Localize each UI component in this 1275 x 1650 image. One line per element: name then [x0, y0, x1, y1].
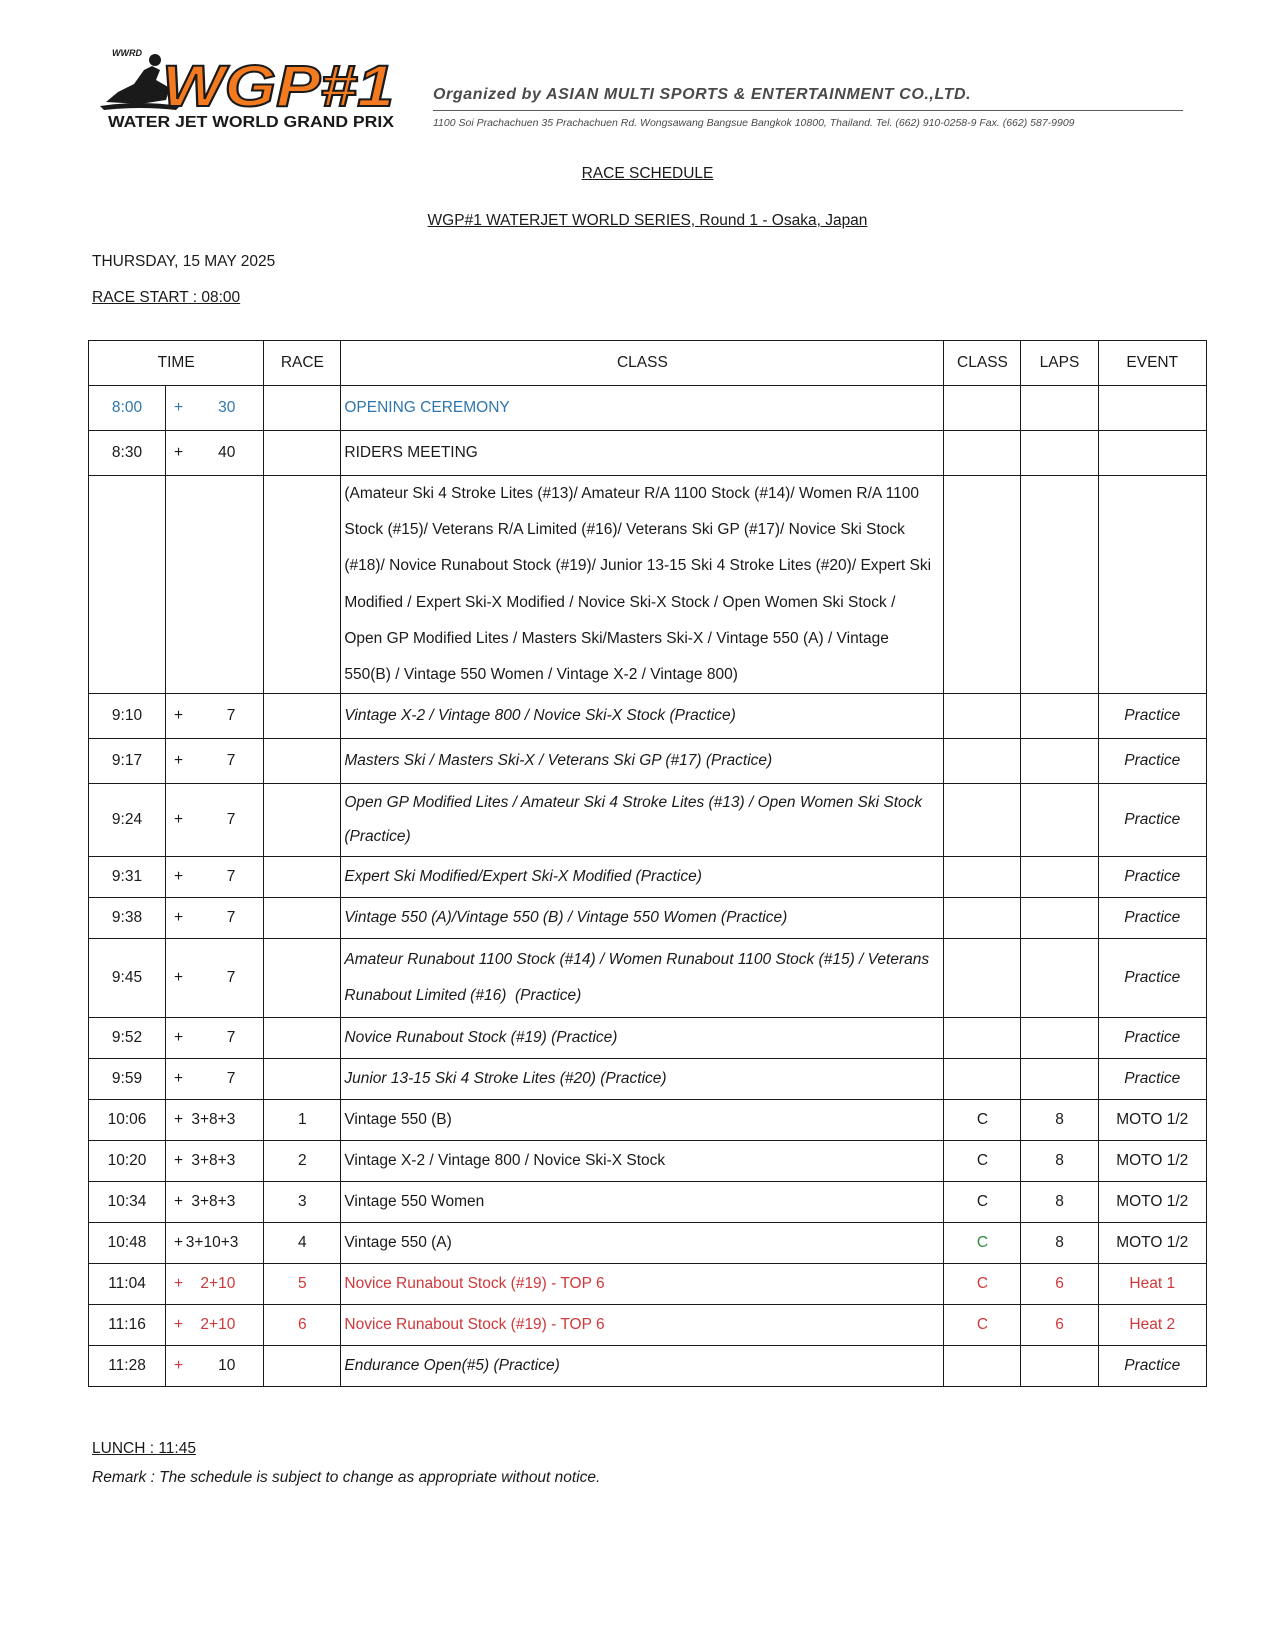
class-code — [944, 898, 1021, 939]
duration: 2+10 — [186, 1305, 264, 1346]
document-title: RACE SCHEDULE — [581, 165, 714, 182]
duration: 7 — [186, 694, 264, 739]
event — [1098, 431, 1206, 476]
plus-sign: + — [166, 431, 186, 476]
class-name: Vintage X-2 / Vintage 800 / Novice Ski-X Stock (Practice) — [341, 694, 944, 739]
plus-sign: + — [166, 1264, 186, 1305]
event: Practice — [1098, 1346, 1206, 1387]
class-name: Expert Ski Modified/Expert Ski-X Modified (Practice) — [341, 857, 944, 898]
start-time: 9:24 — [89, 784, 166, 857]
event — [1098, 476, 1206, 694]
header-race: RACE — [264, 341, 341, 386]
plus-sign — [166, 476, 186, 694]
class-code — [944, 1018, 1021, 1059]
race-number — [264, 1059, 341, 1100]
header-time: TIME — [89, 341, 264, 386]
class-name: Vintage 550 (A)/Vintage 550 (B) / Vintage 550 Women (Practice) — [341, 898, 944, 939]
header-event: EVENT — [1098, 341, 1206, 386]
table-row — [89, 386, 1207, 431]
plus-sign: + — [166, 1059, 186, 1100]
class-name: Masters Ski / Masters Ski-X / Veterans Ski GP (#17) (Practice) — [341, 739, 944, 784]
race-number: 1 — [264, 1100, 341, 1141]
laps — [1021, 431, 1098, 476]
start-time: 11:16 — [89, 1305, 166, 1346]
class-name: Vintage 550 (B) — [341, 1100, 944, 1141]
start-time: 11:28 — [89, 1346, 166, 1387]
duration: 3+8+3 — [186, 1141, 264, 1182]
plus-sign: + — [166, 939, 186, 1018]
table-row — [89, 898, 1207, 939]
plus-sign: + — [166, 1305, 186, 1346]
race-number — [264, 857, 341, 898]
class-code — [944, 1346, 1021, 1387]
class-code — [944, 784, 1021, 857]
table-row — [89, 1223, 1207, 1264]
class-name: Novice Runabout Stock (#19) (Practice) — [341, 1018, 944, 1059]
document-subtitle: WGP#1 WATERJET WORLD SERIES, Round 1 - Osaka, Japan — [427, 212, 868, 229]
plus-sign: + — [166, 898, 186, 939]
race-number — [264, 476, 341, 694]
plus-sign: + — [166, 1223, 186, 1264]
laps: 8 — [1021, 1141, 1098, 1182]
class-name: Vintage 550 Women — [341, 1182, 944, 1223]
race-day: THURSDAY, 15 MAY 2025 — [92, 253, 276, 270]
duration — [186, 476, 264, 694]
race-number: 4 — [264, 1223, 341, 1264]
event: Practice — [1098, 1018, 1206, 1059]
duration: 7 — [186, 898, 264, 939]
start-time: 9:17 — [89, 739, 166, 784]
plus-sign: + — [166, 784, 186, 857]
laps — [1021, 386, 1098, 431]
svg-text:WATER JET WORLD GRAND PRIX: WATER JET WORLD GRAND PRIX — [108, 114, 395, 131]
event — [1098, 386, 1206, 431]
svg-text:WWRD: WWRD — [112, 48, 142, 58]
table-row — [89, 939, 1207, 1018]
start-time: 9:10 — [89, 694, 166, 739]
event: Practice — [1098, 857, 1206, 898]
class-name: Open GP Modified Lites / Amateur Ski 4 Stroke Lites (#13) / Open Women Ski Stock (Practice) — [341, 784, 944, 857]
race-number — [264, 1346, 341, 1387]
class-name: Novice Runabout Stock (#19) - TOP 6 — [341, 1305, 944, 1346]
table-row — [89, 476, 1207, 694]
laps — [1021, 857, 1098, 898]
duration: 7 — [186, 784, 264, 857]
table-row — [89, 1059, 1207, 1100]
laps: 8 — [1021, 1223, 1098, 1264]
race-number: 6 — [264, 1305, 341, 1346]
duration: 3+8+3 — [186, 1182, 264, 1223]
event: Practice — [1098, 939, 1206, 1018]
event: Practice — [1098, 784, 1206, 857]
table-row — [89, 1305, 1207, 1346]
table-row — [89, 784, 1207, 857]
duration: 7 — [186, 1059, 264, 1100]
event: MOTO 1/2 — [1098, 1223, 1206, 1264]
race-number: 3 — [264, 1182, 341, 1223]
class-code: C — [944, 1100, 1021, 1141]
laps: 8 — [1021, 1100, 1098, 1141]
class-name: (Amateur Ski 4 Stroke Lites (#13)/ Amateur R/A 1100 Stock (#14)/ Women R/A 1100 Stock (#15)/ Veterans R/A Limited (#16)/ Veterans Ski GP (#17)/ Novice Ski Stock (#18)/ Novice Runabout Stock (#19)/ Junior 13-15 Ski 4 Stroke Lites (#20)/ Expert Ski Modified / Expert Ski-X Modified / Novice Ski-X Stock / Open Women Ski Stock / Open GP Modified Lites / Masters Ski/Masters Ski-X / Vintage 550 (A) / Vintage 550(B) / Vintage 550 Women / Vintage X-2 / Vintage 800) — [341, 476, 944, 694]
laps — [1021, 1346, 1098, 1387]
event: Heat 2 — [1098, 1305, 1206, 1346]
table-row — [89, 431, 1207, 476]
header-class-code: CLASS — [944, 341, 1021, 386]
class-code — [944, 1059, 1021, 1100]
start-time: 8:30 — [89, 431, 166, 476]
race-number — [264, 1018, 341, 1059]
class-name: Vintage 550 (A) — [341, 1223, 944, 1264]
header-laps: LAPS — [1021, 341, 1098, 386]
class-code — [944, 694, 1021, 739]
race-number — [264, 784, 341, 857]
laps — [1021, 898, 1098, 939]
header-class: CLASS — [341, 341, 944, 386]
start-time: 9:52 — [89, 1018, 166, 1059]
remark-note: Remark : The schedule is subject to change as appropriate without notice. — [92, 1469, 601, 1486]
race-number — [264, 386, 341, 431]
event: Practice — [1098, 898, 1206, 939]
plus-sign: + — [166, 1141, 186, 1182]
duration: 7 — [186, 857, 264, 898]
class-code: C — [944, 1223, 1021, 1264]
table-row — [89, 694, 1207, 739]
class-name: Vintage X-2 / Vintage 800 / Novice Ski-X Stock — [341, 1141, 944, 1182]
start-time: 8:00 — [89, 386, 166, 431]
start-time: 9:38 — [89, 898, 166, 939]
race-start: RACE START : 08:00 — [92, 289, 241, 306]
table-row — [89, 1346, 1207, 1387]
organizer-line: Organized by ASIAN MULTI SPORTS & ENTERTAINMENT CO.,LTD. — [433, 86, 972, 103]
start-time: 9:45 — [89, 939, 166, 1018]
plus-sign: + — [166, 857, 186, 898]
laps — [1021, 476, 1098, 694]
plus-sign: + — [166, 1100, 186, 1141]
plus-sign: + — [166, 1018, 186, 1059]
duration: 30 — [186, 386, 264, 431]
start-time: 10:48 — [89, 1223, 166, 1264]
duration: 3+10+3 — [186, 1223, 264, 1264]
start-time: 10:34 — [89, 1182, 166, 1223]
duration: 2+10 — [186, 1264, 264, 1305]
plus-sign: + — [166, 739, 186, 784]
class-code — [944, 857, 1021, 898]
class-code — [944, 739, 1021, 784]
plus-sign: + — [166, 386, 186, 431]
race-number — [264, 739, 341, 784]
laps: 6 — [1021, 1305, 1098, 1346]
schedule-table — [88, 340, 1207, 1387]
table-row — [89, 1182, 1207, 1223]
duration: 40 — [186, 431, 264, 476]
start-time: 10:20 — [89, 1141, 166, 1182]
duration: 3+8+3 — [186, 1100, 264, 1141]
duration: 7 — [186, 739, 264, 784]
laps — [1021, 939, 1098, 1018]
header-divider — [433, 110, 1183, 111]
svg-text:WGP#1: WGP#1 — [162, 54, 394, 119]
class-name: Junior 13-15 Ski 4 Stroke Lites (#20) (Practice) — [341, 1059, 944, 1100]
event: Heat 1 — [1098, 1264, 1206, 1305]
race-number: 5 — [264, 1264, 341, 1305]
laps — [1021, 1059, 1098, 1100]
duration: 7 — [186, 1018, 264, 1059]
class-code: C — [944, 1182, 1021, 1223]
plus-sign: + — [166, 1346, 186, 1387]
duration: 10 — [186, 1346, 264, 1387]
wgp-logo — [100, 44, 410, 134]
event: Practice — [1098, 739, 1206, 784]
table-row — [89, 1018, 1207, 1059]
laps: 6 — [1021, 1264, 1098, 1305]
class-code: C — [944, 1305, 1021, 1346]
table-row — [89, 739, 1207, 784]
class-name: Endurance Open(#5) (Practice) — [341, 1346, 944, 1387]
class-name: Amateur Runabout 1100 Stock (#14) / Women Runabout 1100 Stock (#15) / Veterans Runabout Limited (#16) (Practice) — [341, 939, 944, 1018]
class-name: Novice Runabout Stock (#19) - TOP 6 — [341, 1264, 944, 1305]
laps — [1021, 1018, 1098, 1059]
class-name: OPENING CEREMONY — [341, 386, 944, 431]
event: Practice — [1098, 694, 1206, 739]
duration: 7 — [186, 939, 264, 1018]
class-code: C — [944, 1264, 1021, 1305]
lunch-time: LUNCH : 11:45 — [92, 1440, 196, 1457]
laps — [1021, 784, 1098, 857]
class-code — [944, 939, 1021, 1018]
event: MOTO 1/2 — [1098, 1100, 1206, 1141]
table-row — [89, 1100, 1207, 1141]
race-number — [264, 694, 341, 739]
event: MOTO 1/2 — [1098, 1141, 1206, 1182]
class-code — [944, 431, 1021, 476]
event: MOTO 1/2 — [1098, 1182, 1206, 1223]
class-code — [944, 386, 1021, 431]
laps — [1021, 739, 1098, 784]
table-row — [89, 857, 1207, 898]
start-time: 11:04 — [89, 1264, 166, 1305]
plus-sign: + — [166, 694, 186, 739]
laps — [1021, 694, 1098, 739]
class-code — [944, 476, 1021, 694]
class-code: C — [944, 1141, 1021, 1182]
table-row — [89, 1141, 1207, 1182]
organizer-address: 1100 Soi Prachachuen 35 Prachachuen Rd. Wongsawang Bangsue Bangkok 10800, Thailand. Tel. (662) 910-0258-9 Fax. (662) 587-9909 — [433, 117, 1075, 129]
event: Practice — [1098, 1059, 1206, 1100]
plus-sign: + — [166, 1182, 186, 1223]
start-time: 10:06 — [89, 1100, 166, 1141]
table-row — [89, 1264, 1207, 1305]
start-time — [89, 476, 166, 694]
race-number — [264, 431, 341, 476]
start-time: 9:31 — [89, 857, 166, 898]
race-number: 2 — [264, 1141, 341, 1182]
race-number — [264, 898, 341, 939]
start-time: 9:59 — [89, 1059, 166, 1100]
race-number — [264, 939, 341, 1018]
class-name: RIDERS MEETING — [341, 431, 944, 476]
laps: 8 — [1021, 1182, 1098, 1223]
